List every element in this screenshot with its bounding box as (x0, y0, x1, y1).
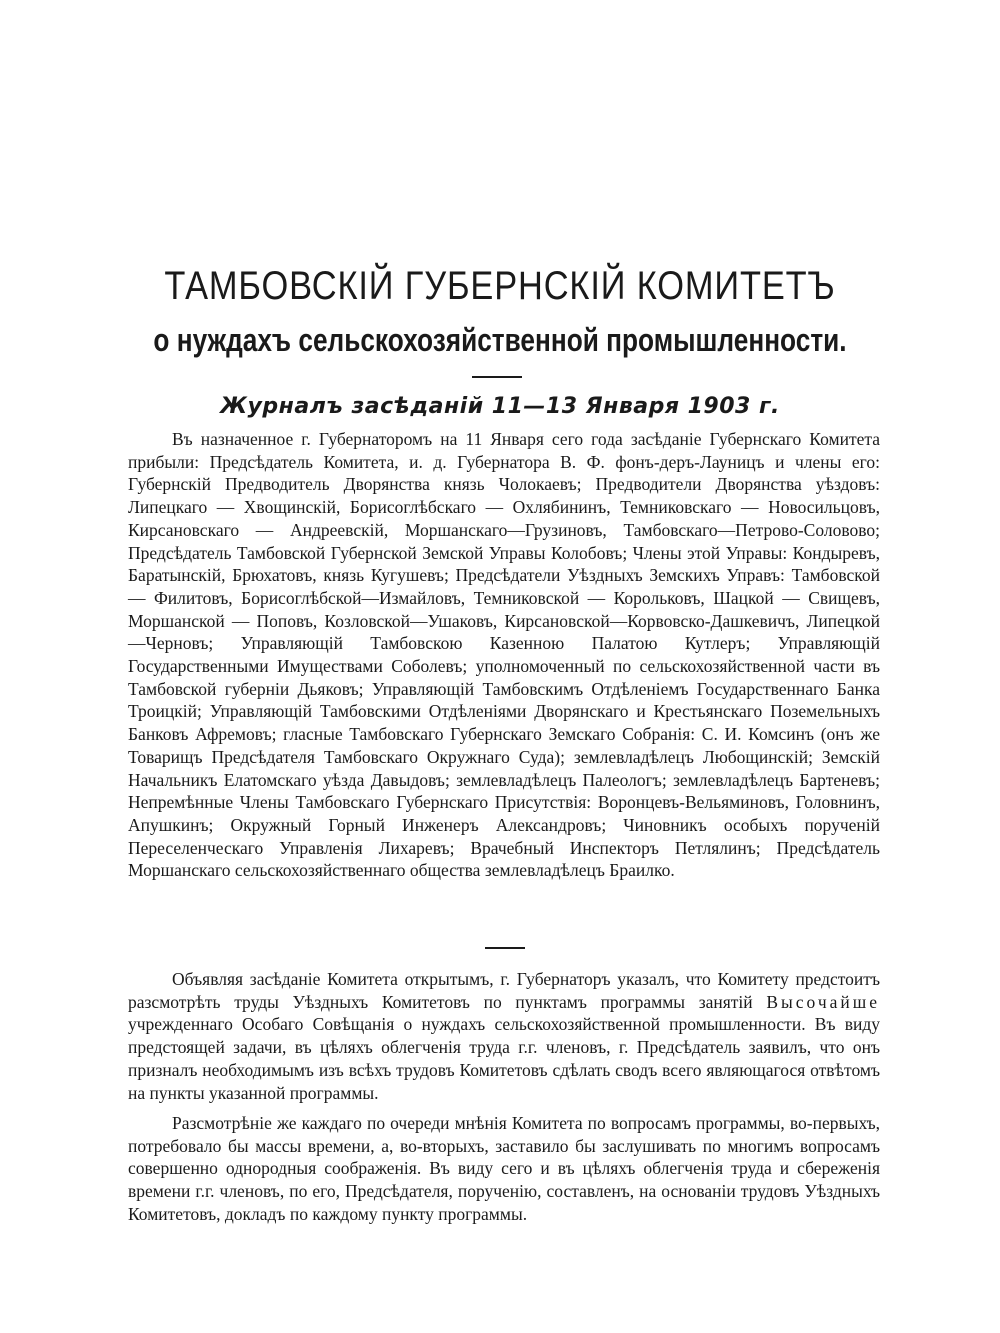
review-paragraph: Разсмотрѣніе же каждаго по очереди мнѣнія Комитета по вопросамъ программы, во-первыхъ, потребовало бы массы времени, а, во-вторыхъ, заставило бы заслушивать по многимъ вопросамъ совершенно однородныя соображенія. Въ виду сего и въ цѣляхъ облегченія труда и сбереженія времени г.г. членовъ, по его, Предсѣдателя, порученію, составленъ, на основаніи трудовъ Уѣздныхъ Комитетовъ, докладъ по каждому пункту программы. (128, 1113, 880, 1224)
section-divider-rule (485, 947, 525, 949)
spaced-word: Высочайше (766, 991, 881, 1012)
opening-paragraph (128, 968, 880, 1104)
committee-subtitle: о нуждахъ сельскохозяйственной промышленности. (153, 322, 847, 358)
journal-heading: Журналъ засѣданій 11—13 Января 1903 г. (220, 394, 780, 419)
opening-text-end: учрежденнаго Особаго Совѣщанія о нуждахъ сельскохозяйственной промышленности. Въ виду предстоящей задачи, въ цѣляхъ облегченія труда г.г. членовъ, г. Предсѣдатель заявилъ, что онъ призналъ необходимымъ изъ всѣхъ трудовъ Комитетовъ сдѣлать сводъ всего являющагося отвѣтомъ на пункты указанной программы. (128, 1014, 880, 1103)
attendance-paragraph: Въ назначенное г. Губернаторомъ на 11 Января сего года засѣданіе Губернскаго Комитета прибыли: Предсѣдатель Комитета, и. д. Губернатора В. Ф. фонъ-деръ-Лауницъ и члены его: Губернскій Предводитель Дворянства князь Чолокаевъ; Предводители Дворянства уѣздовъ: Липецкаго — Хвощинскій, Борисоглѣбскаго — Охлябининъ, Темниковскаго — Новосильцовъ, Кирсановскаго — Андреевскій, Моршанскаго—Грузиновъ, Тамбовскаго—Петрово-Соловово; Предсѣдатель Тамбовской Губернской Земской Управы Колобовъ; Члены этой Управы: Кондыревъ, Баратынскій, Брюхатовъ, князь Кугушевъ; Предсѣдатели Уѣздныхъ Земскихъ Управъ: Тамбовской — Филитовъ, Борисоглѣбской—Измайловъ, Темниковской — Корольковъ, Шацкой — Свищевъ, Моршанской — Поповъ, Козловской—Ушаковъ, Кирсановской—Корвовско-Дашкевичъ, Липецкой—Черновъ; Управляющій Тамбовскою Казенною Палатою Кутлеръ; Управляющій Государственными Имуществами Соболевъ; уполномоченный по сельскохозяйственной части въ Тамбовской губерніи Дьяковъ; Управляющій Тамбовскимъ Отдѣленіемъ Государственнаго Банка Троицкій; Управляющій Тамбовскими Отдѣленіями Дворянскаго и Крестьянскаго Поземельныхъ Банковъ Афремовъ; гласные Тамбовскаго Губернскаго Земскаго Собранія: С. И. Комсинъ (онъ же Товарищъ Предсѣдателя Тамбовскаго Окружнаго Суда); землевладѣлецъ Любощинскій; Земскій Начальникъ Елатомскаго уѣзда Давыдовъ; землевладѣлецъ Палеологъ; землевладѣлецъ Бартеневъ; Непремѣнные Члены Тамбовскаго Губернскаго Присутствія: Воронцевъ-Вельяминовъ, Головнинъ, Апушкинъ; Окружный Горный Инженеръ Александровъ; Чиновникъ особыхъ порученій Переселенческаго Управленія Лихаревъ; Врачебный Инспекторъ Петлялинъ; Предсѣдатель Моршанскаго сельскохозяйственнаго общества землевладѣлецъ Браилко. (128, 429, 880, 881)
opening-text-start: Объявляя засѣданіе Комитета открытымъ, г. Губернаторъ указалъ, что Комитету предстоитъ разсмотрѣть труды Уѣздныхъ Комитетовъ по пунктамъ программы занятій (128, 969, 880, 1012)
committee-title: ТАМБОВСКІЙ ГУБЕРНСКІЙ КОМИТЕТЪ (164, 264, 836, 308)
divider-rule (472, 376, 522, 378)
